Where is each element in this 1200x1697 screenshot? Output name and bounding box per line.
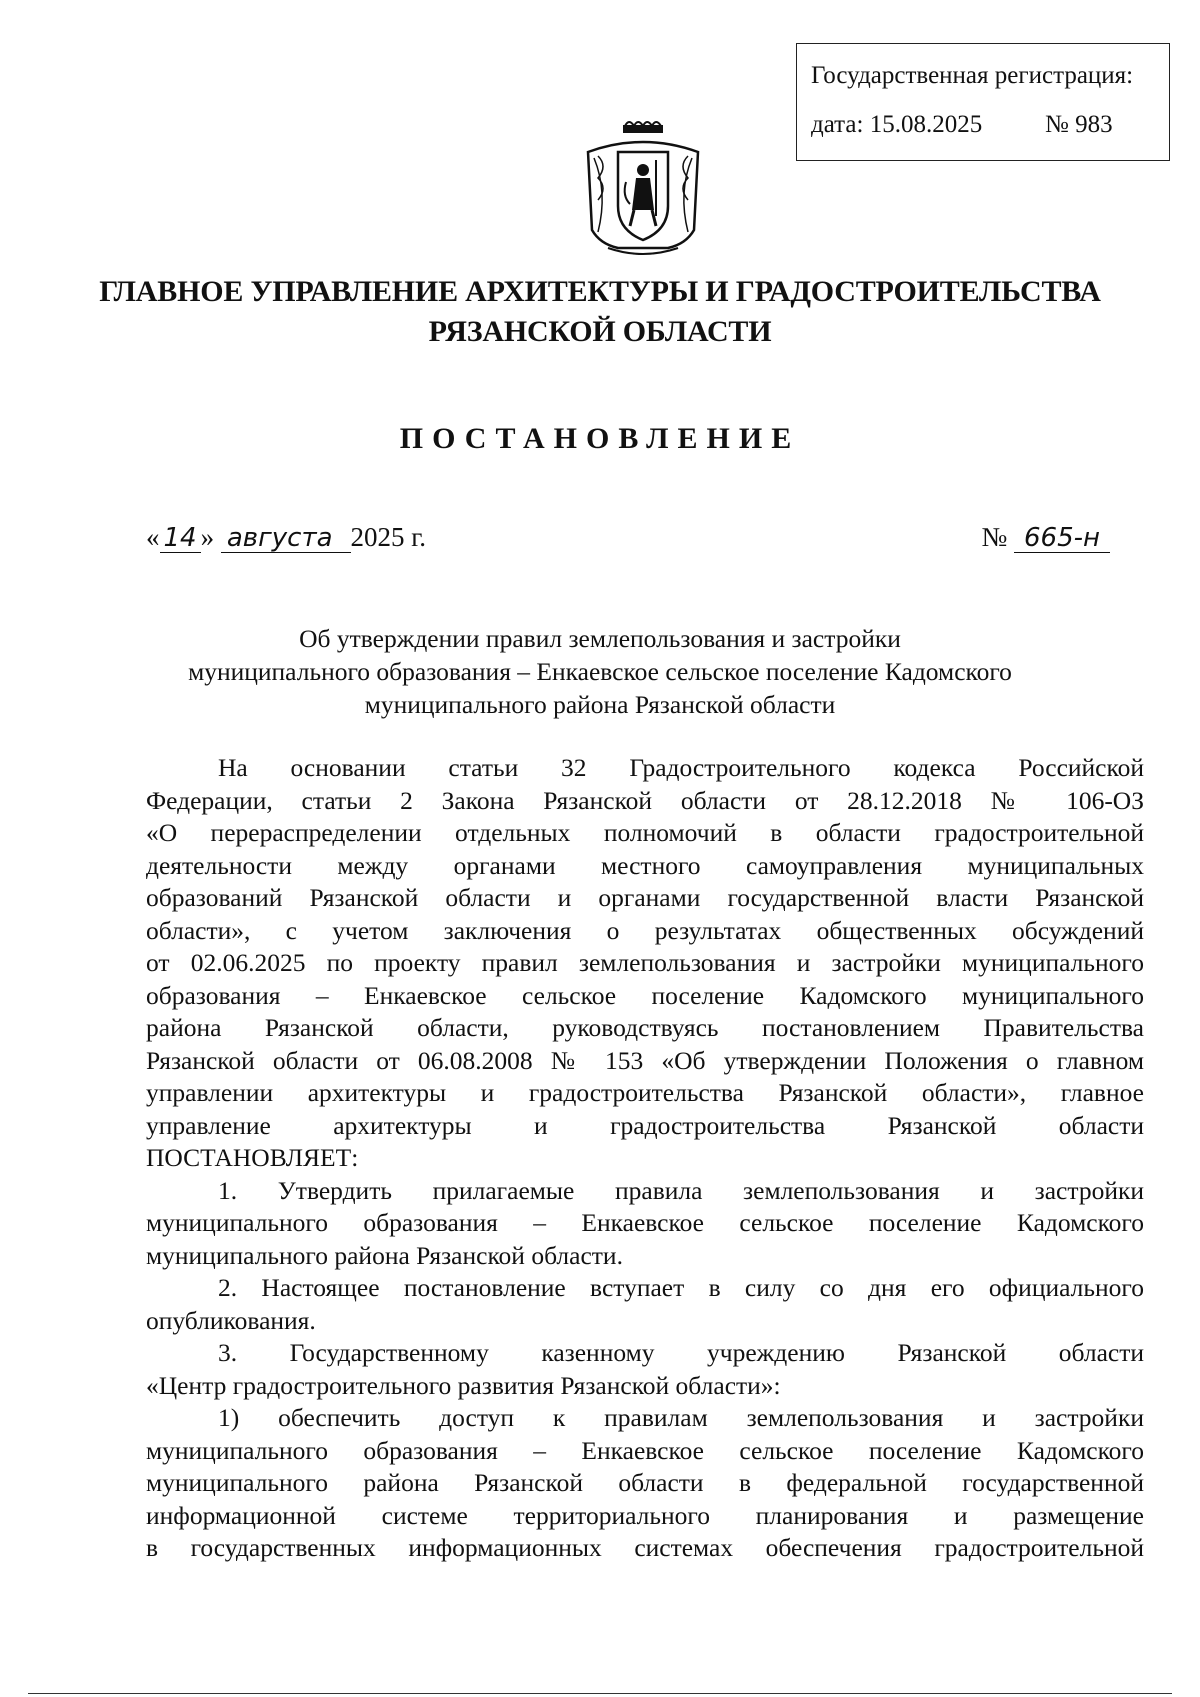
body-line: района Рязанской области, руководствуясь постановлением Правительства bbox=[146, 1013, 1144, 1042]
body-line: ПОСТАНОВЛЯЕТ: bbox=[146, 1143, 359, 1172]
registration-label: Государственная регистрация: bbox=[811, 62, 1134, 89]
registration-number: № 983 bbox=[1045, 111, 1113, 138]
document-type: ПОСТАНОВЛЕНИЕ bbox=[399, 422, 801, 455]
body-line: 1) обеспечить доступ к правилам землепользования и застройки bbox=[218, 1403, 1144, 1432]
body-line: муниципального образования – Енкаевское сельское поселение Кадомского bbox=[146, 1208, 1144, 1237]
organization-name-line2: РЯЗАНСКОЙ ОБЛАСТИ bbox=[428, 315, 772, 348]
body-line: «Центр градостроительного развития Рязанской области»: bbox=[146, 1370, 781, 1400]
title-line: Об утверждении правил землепользования и застройки bbox=[299, 624, 901, 653]
body-line: информационной системе территориального планирования и размещение bbox=[146, 1500, 1144, 1530]
body-line: образования – Енкаевское сельское поселение Кадомского муниципального bbox=[146, 980, 1144, 1010]
body-line: управлении архитектуры и градостроительства Рязанской области», главное bbox=[146, 1078, 1144, 1107]
body-line: 3. Государственному казенному учреждению Рязанской области bbox=[218, 1338, 1144, 1367]
body-line: образований Рязанской области и органами государственной власти Рязанской bbox=[146, 883, 1144, 912]
ryazan-coat-of-arms-icon bbox=[568, 112, 718, 262]
body-line: области», с учетом заключения о результатах общественных обсуждений bbox=[146, 915, 1144, 945]
body-line: управление архитектуры и градостроительства Рязанской области bbox=[146, 1110, 1144, 1140]
title-line: муниципального образования – Енкаевское сельское поселение Кадомского bbox=[188, 657, 1012, 686]
document-body bbox=[146, 752, 1144, 1565]
body-line: Рязанской области от 06.08.2008 № 153 «Об утверждении Положения о главном bbox=[146, 1045, 1144, 1075]
document-title bbox=[146, 622, 1054, 721]
date-close-quote: » bbox=[200, 522, 215, 552]
body-line: муниципального района Рязанской области в федеральной государственной bbox=[146, 1468, 1144, 1497]
body-line: муниципального образования – Енкаевское сельское поселение Кадомского bbox=[146, 1435, 1144, 1465]
bottom-rule bbox=[28, 1693, 1172, 1694]
registration-date: дата: 15.08.2025 bbox=[811, 111, 983, 138]
body-line: от 02.06.2025 по проекту правил землепользования и застройки муниципального bbox=[146, 948, 1144, 977]
number-value: 665-н bbox=[1014, 524, 1110, 553]
date-year: 2025 г. bbox=[350, 522, 427, 552]
body-line: Федерации, статьи 2 Закона Рязанской области от 28.12.2018 № 106-ОЗ bbox=[146, 785, 1144, 815]
document-number bbox=[981, 522, 1110, 553]
date-open-quote: « bbox=[146, 522, 160, 552]
body-line: «О перераспределении отдельных полномочий в области градостроительной bbox=[146, 818, 1144, 847]
body-line: деятельности между органами местного самоуправления муниципальных bbox=[146, 850, 1144, 880]
title-line: муниципального района Рязанской области bbox=[364, 690, 836, 719]
registration-box bbox=[796, 43, 1170, 161]
body-line: муниципального района Рязанской области. bbox=[146, 1240, 623, 1270]
date-day: 14 bbox=[160, 524, 201, 553]
body-line: 1. Утвердить прилагаемые правила землепользования и застройки bbox=[218, 1175, 1144, 1205]
body-line: 2. Настоящее постановление вступает в силу со дня его официального bbox=[218, 1273, 1144, 1302]
body-line: в государственных информационных системах обеспечения градостроительной bbox=[146, 1533, 1144, 1562]
document-date bbox=[146, 522, 426, 553]
date-month: августа bbox=[221, 524, 351, 553]
body-line: На основании статьи 32 Градостроительного кодекса Российской bbox=[218, 753, 1144, 782]
body-line: опубликования. bbox=[146, 1305, 316, 1335]
organization-name-line1: ГЛАВНОЕ УПРАВЛЕНИЕ АРХИТЕКТУРЫ И ГРАДОСТРОИТЕЛЬСТВА bbox=[99, 275, 1101, 308]
number-sign: № bbox=[981, 522, 1008, 552]
